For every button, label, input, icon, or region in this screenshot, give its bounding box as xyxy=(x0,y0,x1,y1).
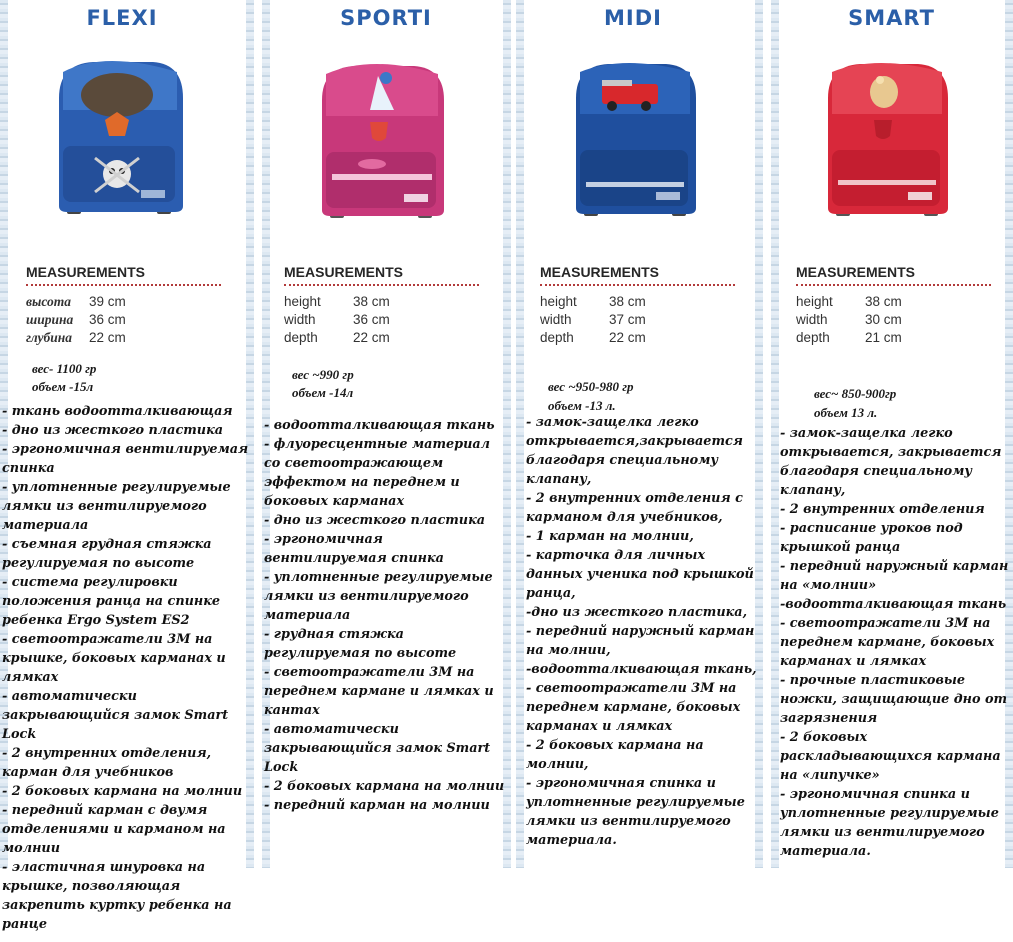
dim-row-depth: depth 22 cm xyxy=(284,330,390,345)
backpack-image xyxy=(562,56,712,228)
weight-text: вес ~990 гр xyxy=(292,367,354,382)
weight-text: вес~ 850-900гр xyxy=(814,386,897,401)
feature-item: - 2 боковых раскладывающихся кармана на «липучке» xyxy=(780,730,1001,783)
feature-item: - передний карман на молнии xyxy=(264,798,490,813)
volume-text: объем 13 л. xyxy=(814,405,878,420)
feature-item: - эргономичная вентилируемая спинка xyxy=(264,532,444,566)
feature-item: - 2 внутренних отделения с карманом для учебников, xyxy=(526,491,743,525)
dim-row-height: height 38 cm xyxy=(540,294,646,309)
measurements-heading: MEASUREMENTS xyxy=(540,264,735,286)
volume-text: объем -13 л. xyxy=(548,398,616,413)
feature-item: -водоотталкивающая ткань xyxy=(780,597,1007,612)
feature-item: - ткань водоотталкивающая xyxy=(2,404,233,419)
dimensions-table xyxy=(26,294,126,348)
feature-item: - уплотненные регулируемые лямки из вентилируемого материала xyxy=(264,570,493,623)
feature-item: - система регулировки положения ранца на спинке ребенка Ergo System ES2 xyxy=(2,575,221,628)
feature-item: - 2 боковых кармана на молнии xyxy=(264,779,505,794)
dimensions-table xyxy=(796,294,902,348)
feature-item: - расписание уроков под крышкой ранца xyxy=(780,521,963,555)
product-column-sporti xyxy=(262,0,510,942)
feature-item: - 1 карман на молнии, xyxy=(526,529,694,544)
feature-item: - эластичная шнуровка на крышке, позволяющая закрепить куртку ребенка на ранце xyxy=(2,860,232,932)
backpack-image xyxy=(45,50,195,222)
feature-item: - грудная стяжка регулируемая по высоте xyxy=(264,627,457,661)
feature-item: - светоотражатели 3М на переднем кармане, боковых карманах и лямках xyxy=(526,681,741,734)
feature-item: - дно из жесткого пластика xyxy=(264,513,486,528)
dim-row-height: высота 39 cm xyxy=(26,294,126,309)
feature-item: -водоотталкивающая ткань, xyxy=(526,662,757,677)
dim-row-height: height 38 cm xyxy=(284,294,390,309)
feature-item: - съемная грудная стяжка регулируемая по высоте xyxy=(2,537,212,571)
feature-item: - передний наружный карман на молнии, xyxy=(526,624,755,658)
product-title: SPORTI xyxy=(340,6,432,30)
feature-item: - водоотталкивающая ткань xyxy=(264,418,495,433)
feature-list xyxy=(2,402,252,934)
dim-row-height: height 38 cm xyxy=(796,294,902,309)
feature-item: - эргономичная спинка и уплотненные регулируемые лямки из вентилируемого материала. xyxy=(780,787,999,859)
feature-item: - дно из жесткого пластика xyxy=(2,423,224,438)
measurements-heading: MEASUREMENTS xyxy=(26,264,221,286)
measurements-heading: MEASUREMENTS xyxy=(796,264,991,286)
feature-item: -дно из жесткого пластика, xyxy=(526,605,748,620)
feature-item: - эргономичная спинка и уплотненные регулируемые лямки из вентилируемого материала. xyxy=(526,776,745,848)
feature-item: - 2 боковых кармана на молнии xyxy=(2,784,243,799)
weight-text: вес- 1100 гр xyxy=(32,361,97,376)
dimensions-table xyxy=(540,294,646,348)
feature-item: - уплотненные регулируемые лямки из вентилируемого материала xyxy=(2,480,231,533)
feature-item: - замок-защелка легко открывается,закрывается благодаря специальному клапану, xyxy=(526,415,743,487)
backpack-image xyxy=(814,56,964,228)
feature-item: - флуоресцентные материал со светоотражающем эффектом на переднем и боковых карманах xyxy=(264,437,491,509)
feature-item: - 2 боковых кармана на молнии, xyxy=(526,738,704,772)
dim-row-width: width 30 cm xyxy=(796,312,902,327)
product-title: MIDI xyxy=(604,6,662,30)
feature-item: - замок-защелка легко открывается, закрывается благодаря специальному клапану, xyxy=(780,426,1002,498)
feature-item: - эргономичная вентилируемая спинка xyxy=(2,442,249,476)
feature-list xyxy=(264,416,510,815)
feature-item: - автоматически закрывающийся замок Smart Lock xyxy=(264,722,491,775)
feature-item: - передний наружный карман на «молнии» xyxy=(780,559,1009,593)
dim-row-depth: depth 21 cm xyxy=(796,330,902,345)
product-title: SMART xyxy=(848,6,935,30)
volume-text: объем -14л xyxy=(292,385,354,400)
dim-row-depth: depth 22 cm xyxy=(540,330,646,345)
dim-row-width: width 36 cm xyxy=(284,312,390,327)
dim-row-width: ширина 36 cm xyxy=(26,312,126,327)
dimensions-table xyxy=(284,294,390,348)
feature-item: - светоотражатели 3М на переднем кармане, боковых карманах и лямках xyxy=(780,616,995,669)
volume-text: объем -15л xyxy=(32,379,94,394)
feature-item: - светоотражатели 3М на крышке, боковых карманах и лямках xyxy=(2,632,226,685)
feature-list xyxy=(526,413,764,850)
dim-row-depth: глубина 22 cm xyxy=(26,330,126,345)
feature-item: - передний карман с двумя отделениями и карманом на молнии xyxy=(2,803,226,856)
dim-row-width: width 37 cm xyxy=(540,312,646,327)
feature-item: - прочные пластиковые ножки, защищающие дно от загрязнения xyxy=(780,673,1008,726)
product-column-flexi xyxy=(0,0,252,942)
product-column-smart xyxy=(774,0,1013,942)
feature-item: - карточка для личных данных ученика под крышкой ранца, xyxy=(526,548,754,601)
backpack-image xyxy=(308,56,458,228)
measurements-heading: MEASUREMENTS xyxy=(284,264,479,286)
feature-item: - светоотражатели 3М на переднем кармане и лямках и кантах xyxy=(264,665,494,718)
feature-item: - 2 внутренних отделения xyxy=(780,502,985,517)
product-title: FLEXI xyxy=(86,6,158,30)
feature-item: - 2 внутренних отделения, карман для учебников xyxy=(2,746,212,780)
product-column-midi xyxy=(518,0,764,942)
feature-list xyxy=(780,424,1013,861)
weight-text: вес ~950-980 гр xyxy=(548,379,634,394)
feature-item: - автоматически закрывающийся замок Smart Lock xyxy=(2,689,229,742)
